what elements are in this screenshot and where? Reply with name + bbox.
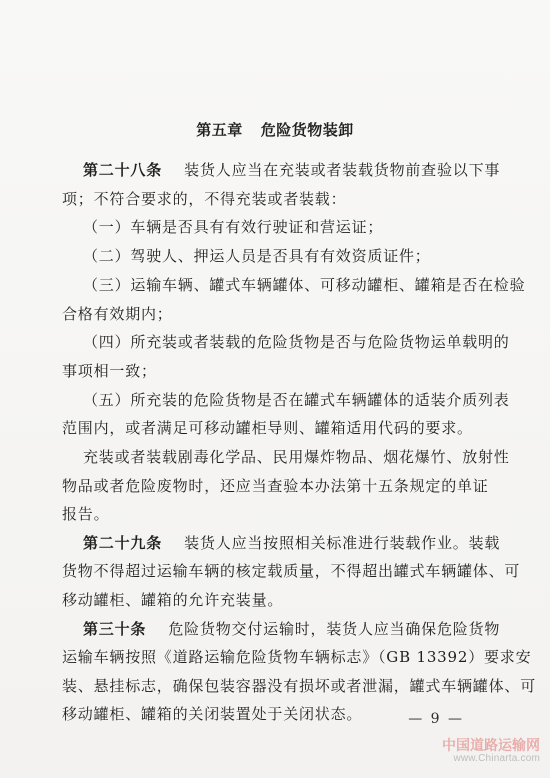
article-29-label: 第二十九条 <box>83 534 163 552</box>
paragraph-line: （四）所充装或者装载的危险货物是否与危险货物运单载明的 <box>83 333 510 351</box>
paragraph-line: 移动罐柜、罐箱的允许充装量。 <box>62 591 284 609</box>
paragraph-line: 装、悬挂标志，确保包装容器没有损坏或者泄漏，罐式车辆罐体、可 <box>62 677 537 695</box>
paragraph-line: 项；不符合要求的，不得充装或者装载： <box>62 190 347 208</box>
article-30-label: 第三十条 <box>83 620 147 638</box>
paragraph-line: 物品或者危险废物时，还应当查验本办法第十五条规定的单证 <box>62 477 489 495</box>
article-28-text: 装货人应当在充装或者装载货物前查验以下事 <box>184 161 501 179</box>
watermark-url: www.Chinarta.com <box>453 753 540 764</box>
paragraph-line: （二）驾驶人、押运人员是否具有有效资质证件； <box>83 247 431 265</box>
paragraph-line: 运输车辆按照《道路运输危险货物车辆标志》（GB 13392）要求安 <box>62 648 532 666</box>
chapter-number: 第五章 <box>196 121 243 139</box>
paragraph-line: 货物不得超过运输车辆的核定载质量，不得超出罐式车辆罐体、可 <box>62 562 521 580</box>
paragraph-line: 范围内，或者满足可移动罐柜导则、罐箱适用代码的要求。 <box>62 419 473 437</box>
article-30-line-1 <box>83 615 511 643</box>
watermark-main: 中国道路运输网 <box>442 737 540 753</box>
page-number: — 9 — <box>408 711 464 727</box>
paragraph-line: 移动罐柜、罐箱的关闭装置处于关闭状态。 <box>62 705 363 723</box>
chapter-title: 危险货物装卸 <box>260 121 354 139</box>
watermark <box>442 738 540 766</box>
paragraph-line: 充装或者装载剧毒化学品、民用爆炸物品、烟花爆竹、放射性 <box>83 448 510 466</box>
article-28-line-1 <box>83 156 511 184</box>
paragraph-line: 事项相一致； <box>62 362 157 380</box>
chapter-heading <box>0 119 550 140</box>
article-28-label: 第二十八条 <box>83 161 163 179</box>
article-29-line-1 <box>83 529 511 557</box>
paragraph-line: （三）运输车辆、罐式车辆罐体、可移动罐柜、罐箱是否在检验 <box>83 276 526 294</box>
paragraph-line: （五）所充装的危险货物是否在罐式车辆罐体的适装介质列表 <box>83 391 510 409</box>
paragraph-line: （一）车辆是否具有有效行驶证和营运证； <box>83 218 384 236</box>
article-30-text: 危险货物交付运输时，装货人应当确保危险货物 <box>168 620 501 638</box>
paragraph-line: 报告。 <box>62 505 110 523</box>
article-29-text: 装货人应当按照相关标准进行装载作业。装载 <box>184 534 501 552</box>
paragraph-line: 合格有效期内； <box>62 305 173 323</box>
